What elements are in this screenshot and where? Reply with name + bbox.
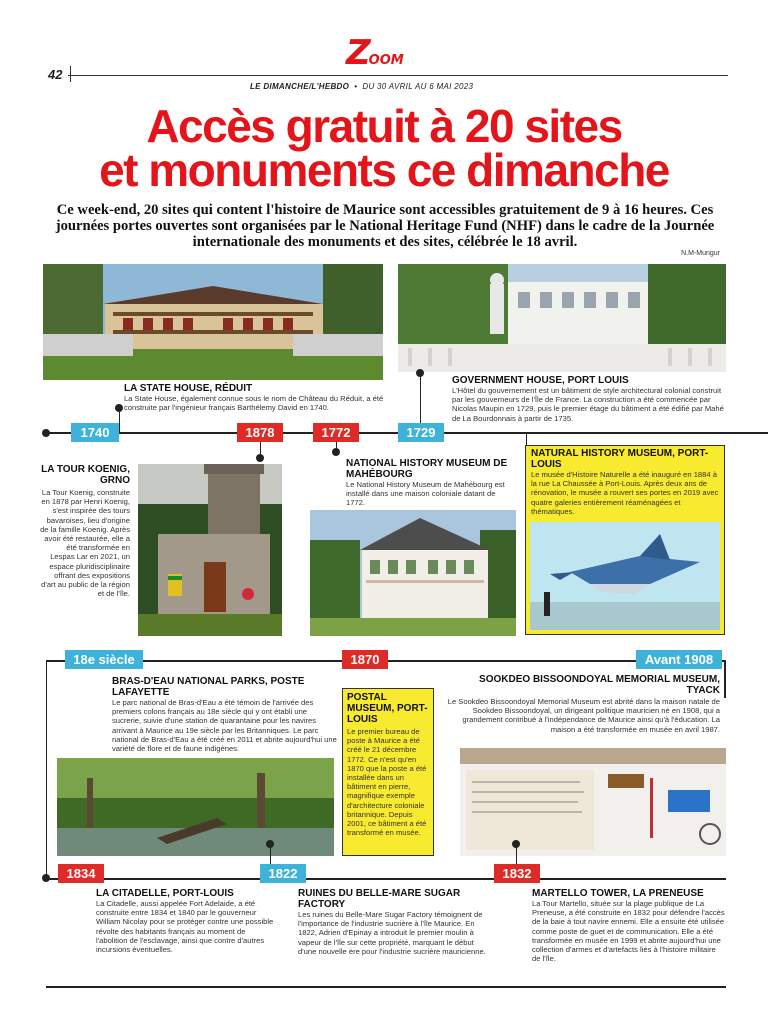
bras-deau-text: Le parc national de Bras-d'Eau a été témoin de l'arrivée des premiers colons français au 18e siècle qui y ont établi une sucrerie, suivie d'une station de quarantaine pour les navires arrivant à Maurice au 19e siècle par les Britanniques. Le parc national de Bras-d'Eau a été créé en 2011 et abrite aujourd'hui une variété de flore et de faune indigènes. (112, 698, 337, 754)
year-tag-1878: 1878 (237, 423, 283, 442)
bras-deau-photo (57, 758, 334, 856)
header-divider (70, 66, 71, 82)
martello-text: La Tour Martello, située sur la plage publique de La Preneuse, a été construite en 1832 pour défendre l'accès de la baie à tout navire ennemi. Elle a ensuite été utilisée comme poste de guet et de communication. Elle a été transformée en musée en 1999 et abrite aujourd'hui une collection d'armes et d'artefacts liés à l'histoire militaire de l'île. (532, 899, 725, 964)
timeline-dot (512, 840, 520, 848)
photo-credit: N.M-Mungur (681, 250, 720, 257)
timeline-connector (526, 432, 527, 446)
year-tag-avant-1908: Avant 1908 (636, 650, 722, 669)
timeline-dot (256, 454, 264, 462)
year-tag-1834: 1834 (58, 864, 104, 883)
natural-history-text: Le musée d'Histoire Naturelle a été inauguré en 1884 à la rue La Chaussée à Port-Louis. Après deux ans de rénovation, le musée a rouvert ses portes en 2019 avec quatre galeries entièrement réaménagées et thématiques. (531, 470, 719, 516)
section-logo: ZOOM (346, 33, 404, 73)
state-house-text: La State House, également connue sous le nom de Château du Réduit, a été construite par l'ingénieur français Barthélemy David en 1740. (124, 394, 384, 413)
timeline-dot (266, 840, 274, 848)
martello-title: MARTELLO TOWER, LA PRENEUSE (532, 888, 704, 899)
headline-line-1: Accès gratuit à 20 sites (146, 100, 622, 152)
timeline-dot (115, 404, 123, 412)
year-tag-1772: 1772 (313, 423, 359, 442)
citadelle-text: La Citadelle, aussi appelée Fort Adelaide, a été construite entre 1834 et 1840 par le gouverneur William Nicolay pour se protéger contre une possible révolte des habitants français au moment de l'abolition de l'esclavage, ainsi que contre d'autres incursions éventuelles. (96, 899, 274, 955)
footer-rule (46, 986, 726, 988)
sookdeo-title: SOOKDEO BISSOONDOYAL MEMORIAL MUSEUM, TYACK (479, 674, 720, 696)
mahebourg-text: Le National History Museum de Mahébourg est installé dans une maison coloniale datant de 1772. (346, 480, 505, 508)
tour-koenig-text: La Tour Koenig, construite en 1878 par Henri Koenig, s'est inspirée des tours bavaroises, lieu d'origine de la famille Koenig. Après avoir été restaurée, elle a été transformée en Lespas Lar en 2021, un espace pluridisciplinaire offrant des expositions d'art au public de la région et de l'île. (40, 488, 130, 599)
tour-koenig-title: LA TOUR KOENIG, GRNO (41, 464, 130, 486)
timeline-dot (416, 369, 424, 377)
sookdeo-text: Le Sookdeo Bissoondoyal Memorial Museum est abrité dans la maison natale de Sookdeo Bissoondoyal, un dirigeant politique mauricien né en 1908, qui a grandement contribué à l'indépendance de Maurice ainsi qu'à l'éducation. La maison a été transformée en musée en avril 1987. (447, 697, 720, 734)
timeline-dot (332, 448, 340, 456)
lead-paragraph: Ce week-end, 20 sites qui content l'histoire de Maurice sont accessibles gratuitement de 9 à 16 heures. Ces journées portes ouvertes sont organisées par le National Heritage Fund (NHF) dans le cadre de la Journée internationale des monuments et des sites, célébrée le 18 avril. (55, 202, 715, 250)
issue-line: LE DIMANCHE/L'HEBDO • DU 30 AVRIL AU 6 MAI 2023 (250, 82, 474, 91)
sookdeo-photo (460, 748, 726, 856)
timeline-connector (46, 660, 47, 878)
government-house-photo (398, 264, 726, 372)
timeline-dot (42, 429, 50, 437)
state-house-title: LA STATE HOUSE, RÉDUIT (124, 383, 253, 394)
postal-title: POSTAL MUSEUM, PORT-LOUIS (347, 692, 428, 725)
year-tag-1870: 1870 (342, 650, 388, 669)
tour-koenig-photo (138, 464, 282, 636)
belle-mare-text: Les ruines du Belle-Mare Sugar Factory témoignent de l'importance de l'industrie sucrière à l'île Maurice. En 1822, Adrien d'Epinay a introduit le premier moulin à vapeur de l'île sur cette propriété, marquant le début d'une nouvelle ère pour l'industrie sucrière mauricienne. (298, 910, 486, 956)
citadelle-title: LA CITADELLE, PORT-LOUIS (96, 888, 234, 899)
year-tag-1832: 1832 (494, 864, 540, 883)
mahebourg-photo (310, 510, 516, 636)
belle-mare-title: RUINES DU BELLE-MARE SUGAR FACTORY (298, 888, 461, 910)
government-house-title: GOVERNMENT HOUSE, PORT LOUIS (452, 375, 629, 386)
state-house-photo (43, 264, 383, 380)
year-tag-1729: 1729 (398, 423, 444, 442)
natural-history-photo (530, 522, 720, 630)
year-tag-18e-siecle: 18e siècle (65, 650, 143, 669)
headline (0, 100, 768, 196)
mahebourg-title: NATIONAL HISTORY MUSEUM DE MAHÉBOURG (346, 458, 508, 480)
postal-text: Le premier bureau de poste à Maurice a été créé le 21 décembre 1772. Ce n'est qu'en 1870 que la poste a été installée dans un bâtiment en pierre, magnifique exemple d'architecture coloniale britannique. Depuis 2001, ce bâtiment a été transformé en musée. (347, 727, 427, 838)
timeline-row-3 (46, 878, 726, 880)
page-number: 42 (48, 67, 63, 82)
natural-history-title: NATURAL HISTORY MUSEUM, PORT-LOUIS (531, 448, 709, 470)
year-tag-1740: 1740 (71, 423, 119, 442)
bras-deau-title: BRAS-D'EAU NATIONAL PARKS, POSTE LAFAYETTE (112, 676, 305, 698)
government-house-text: L'Hôtel du gouvernement est un bâtiment de style architectural colonial construit par les gouverneurs de l'Île de France. La construction a été commencée par Nicolas Maupin en 1729, puis le premier étage du bâtiment a été édifié par Mahé de La Bourdonnais à partir de 1735. (452, 386, 724, 423)
headline-line-2: et monuments ce dimanche (99, 144, 669, 196)
header-rule (68, 75, 728, 76)
year-tag-1822: 1822 (260, 864, 306, 883)
timeline-connector (724, 660, 726, 698)
